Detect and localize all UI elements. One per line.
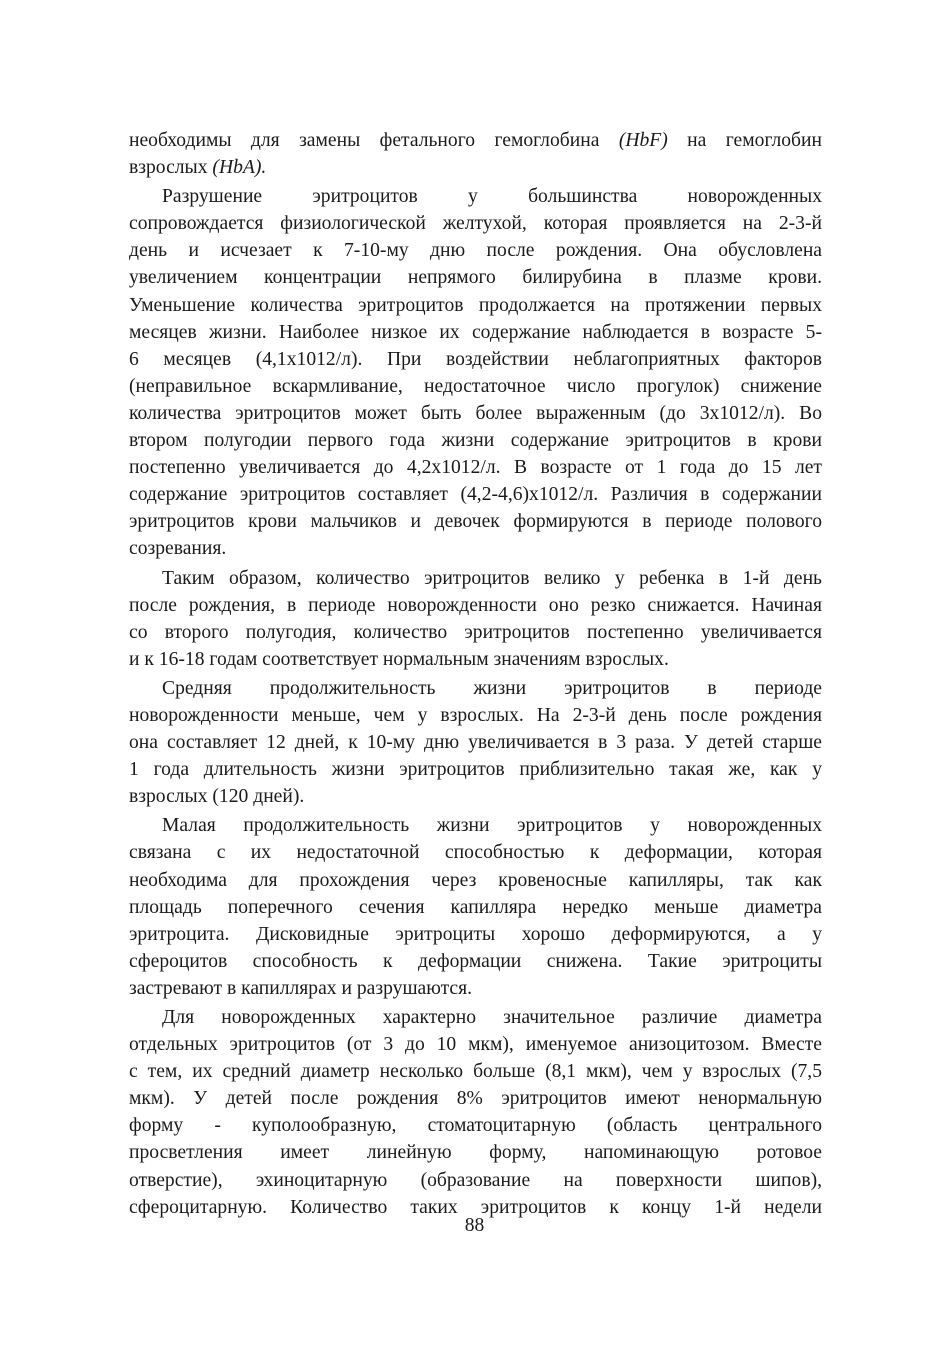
text-run: связана с их недостаточной способностью к деформации, которая — [129, 842, 822, 864]
paragraph — [129, 565, 822, 673]
text-line — [129, 400, 822, 427]
text-run: взрослых (120 дней). — [129, 786, 305, 808]
text-line — [129, 948, 822, 975]
text-line — [129, 454, 822, 481]
text-run: она составляет 12 дней, к 10-му дню увеличивается в 3 раза. У детей старше — [129, 732, 822, 754]
page-number: 88 — [464, 1215, 485, 1236]
text-run: 1 года длительность жизни эритроцитов приблизительно такая же, как у — [129, 759, 822, 781]
text-line — [129, 646, 822, 673]
paragraph — [129, 183, 822, 562]
text-run: Уменьшение количества эритроцитов продолжается на протяжении первых — [129, 294, 822, 316]
text-line — [129, 619, 822, 646]
paragraph — [129, 127, 822, 181]
text-line — [129, 237, 822, 264]
text-run: отдельных эритроцитов (от 3 до 10 мкм), именуемое анизоцитозом. Вместе — [129, 1034, 822, 1056]
text-run: сфероцитов способность к деформации снижена. Такие эритроциты — [129, 950, 822, 972]
text-line — [129, 565, 822, 592]
text-line — [129, 812, 822, 839]
body-text — [129, 127, 822, 1221]
text-line — [129, 346, 822, 373]
text-line — [129, 264, 822, 291]
paragraph — [129, 812, 822, 1002]
text-run: застревают в капиллярах и разрушаются. — [129, 977, 473, 999]
text-line — [129, 1167, 822, 1194]
text-run: созревания. — [129, 538, 227, 560]
text-run: со второго полугодия, количество эритроцитов постепенно увеличивается — [129, 621, 822, 643]
text-run: втором полугодии первого года жизни содержание эритроцитов в крови — [129, 430, 822, 452]
text-line — [129, 783, 822, 810]
text-line — [129, 839, 822, 866]
text-line — [129, 921, 822, 948]
text-line — [129, 1031, 822, 1058]
text-run: после рождения, в периоде новорожденности оно резко снижается. Начиная — [129, 594, 822, 616]
text-run: необходима для прохождения через кровеносные капилляры, так как — [129, 869, 822, 891]
text-line — [129, 292, 822, 319]
text-line — [129, 127, 822, 154]
text-line — [129, 756, 822, 783]
text-line — [129, 1004, 822, 1031]
text-run: площадь поперечного сечения капилляра нередко меньше диаметра — [129, 896, 822, 918]
italic-term: (HbA). — [212, 157, 267, 179]
text-line — [129, 894, 822, 921]
text-run: отверстие), эхиноцитарную (образование на поверхности шипов), — [129, 1169, 822, 1191]
text-line — [129, 1058, 822, 1085]
text-line — [129, 592, 822, 619]
text-run: Таким образом, количество эритроцитов велико у ребенка в 1-й день — [162, 567, 822, 589]
text-run: новорожденности меньше, чем у взрослых. На 2-3-й день после рождения — [129, 704, 822, 726]
text-line — [129, 427, 822, 454]
text-run: 6 месяцев (4,1х1012/л). При воздействии неблагоприятных факторов — [129, 348, 822, 370]
text-line — [129, 975, 822, 1002]
text-run: мкм). У детей после рождения 8% эритроцитов имеют ненормальную — [129, 1088, 822, 1110]
text-line — [129, 675, 822, 702]
text-run: день и исчезает к 7-10-му дню после рождения. Она обусловлена — [129, 240, 822, 262]
text-run: Разрушение эритроцитов у большинства новорожденных — [162, 186, 822, 208]
text-line — [129, 210, 822, 237]
text-run: просветления имеет линейную форму, напоминающую ротовое — [129, 1142, 822, 1164]
text-run: постепенно увеличивается до 4,2х1012/л. В возрасте от 1 года до 15 лет — [129, 457, 822, 479]
text-line — [129, 319, 822, 346]
text-run: содержание эритроцитов составляет (4,2-4,6)х1012/л. Различия в содержании — [129, 484, 822, 506]
text-line — [129, 535, 822, 562]
italic-term: (HbF) — [618, 130, 668, 151]
text-run: увеличением концентрации непрямого билирубина в плазме крови. — [129, 267, 822, 289]
text-run: и к 16-18 годам соответствует нормальным значениям взрослых. — [129, 648, 669, 670]
text-run: необходимы для замены фетального гемоглобина — [129, 130, 619, 151]
paragraph — [129, 1004, 822, 1221]
text-line — [129, 1139, 822, 1166]
text-line — [129, 729, 822, 756]
text-run: Средняя продолжительность жизни эритроцитов в периоде — [162, 677, 822, 699]
text-run: с тем, их средний диаметр несколько больше (8,1 мкм), чем у взрослых (7,5 — [129, 1061, 822, 1083]
text-line — [129, 1085, 822, 1112]
text-run: месяцев жизни. Наиболее низкое их содержание наблюдается в возрасте 5- — [129, 321, 822, 343]
text-line — [129, 373, 822, 400]
text-line — [129, 1112, 822, 1139]
text-run: количества эритроцитов может быть более выраженным (до 3х1012/л). Во — [129, 402, 822, 424]
text-run: форму - куполообразную, стоматоцитарную (область центрального — [129, 1115, 822, 1137]
text-run: (неправильное вскармливание, недостаточное число прогулок) снижение — [129, 375, 822, 397]
text-line — [129, 508, 822, 535]
text-run: Для новорожденных характерно значительное различие диаметра — [162, 1007, 822, 1028]
text-line — [129, 702, 822, 729]
text-line — [129, 867, 822, 894]
text-run: сопровождается физиологической желтухой, которая проявляется на 2-3-й — [129, 213, 822, 235]
text-run: сфероцитарную. Количество таких эритроцитов к концу 1-й недели — [129, 1196, 822, 1218]
text-line — [129, 183, 822, 210]
text-run: Малая продолжительность жизни эритроцитов у новорожденных — [162, 815, 822, 837]
text-run: взрослых — [129, 157, 213, 179]
text-run: эритроцита. Дисковидные эритроциты хорошо деформируются, а у — [129, 923, 822, 945]
text-line — [129, 154, 822, 181]
text-line — [129, 481, 822, 508]
paragraph — [129, 675, 822, 810]
text-run: эритроцитов крови мальчиков и девочек формируются в периоде полового — [129, 511, 822, 533]
text-run: на гемоглобин — [667, 130, 823, 151]
